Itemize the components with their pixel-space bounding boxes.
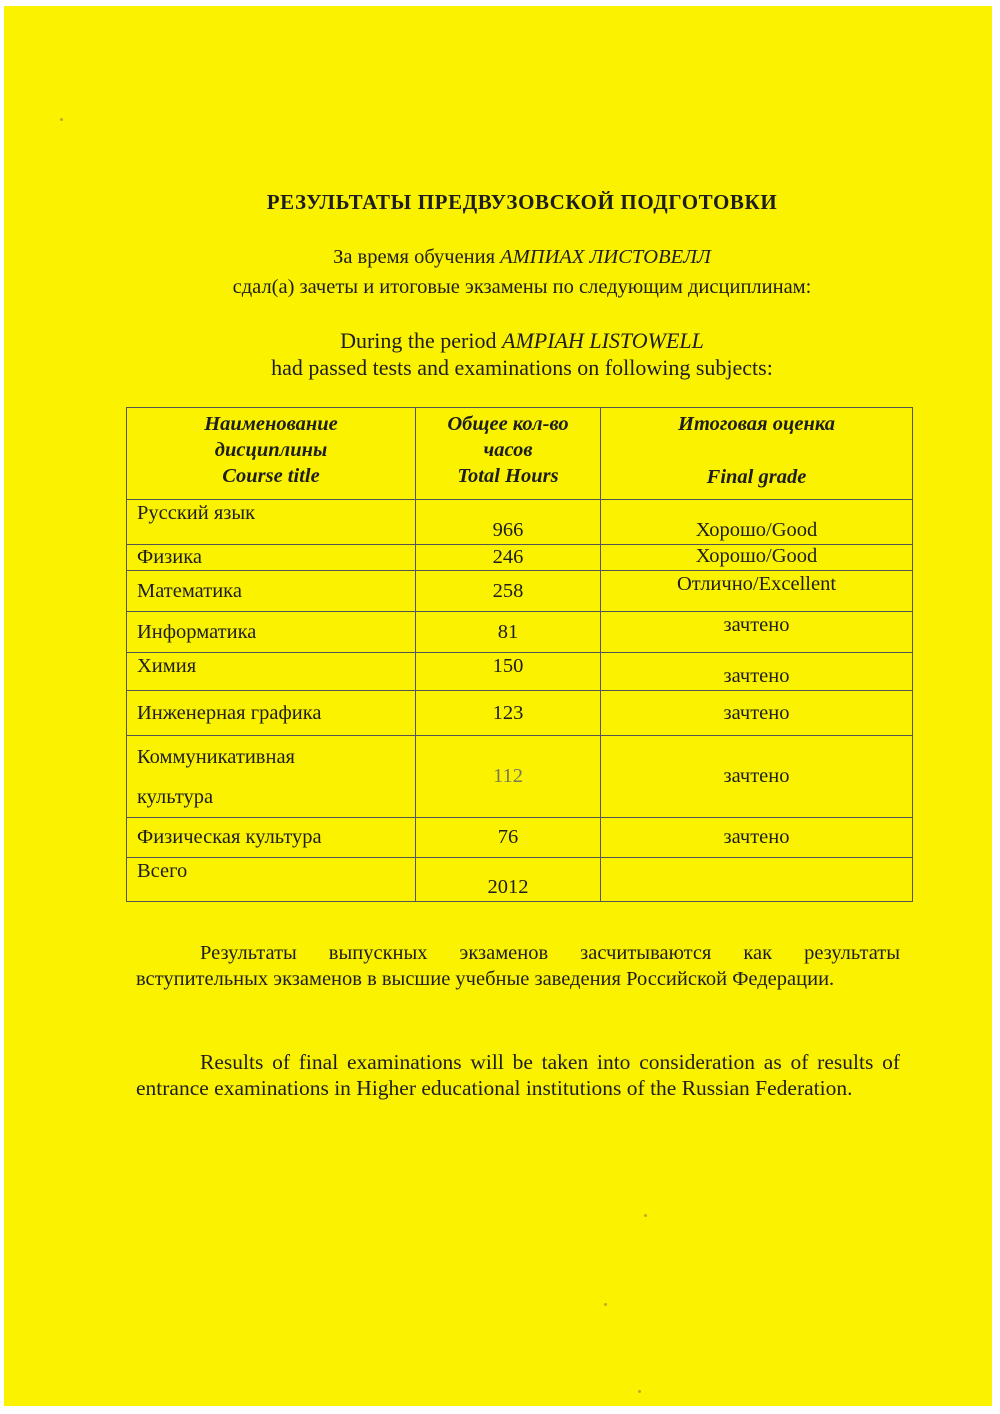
grade-cell: Хорошо/Good bbox=[601, 500, 913, 545]
en-intro-line-2: had passed tests and examinations on following subjects: bbox=[271, 355, 773, 380]
document-title: РЕЗУЛЬТАТЫ ПРЕДВУЗОВСКОЙ ПОДГОТОВКИ bbox=[266, 190, 778, 214]
table-row bbox=[127, 612, 913, 653]
grade-cell: зачтено bbox=[601, 612, 913, 653]
table-row bbox=[127, 500, 913, 545]
grade-cell: зачтено bbox=[601, 691, 913, 736]
hours-cell: 76 bbox=[416, 818, 601, 858]
hours-cell: 81 bbox=[416, 612, 601, 653]
total-hours-cell: 2012 bbox=[416, 858, 601, 902]
course-cell: Химия bbox=[127, 653, 416, 691]
final-grade-header bbox=[601, 408, 913, 500]
hours-cell: 966 bbox=[416, 500, 601, 545]
paper-speck bbox=[644, 1214, 647, 1217]
grade-cell: Хорошо/Good bbox=[601, 545, 913, 571]
table-row-total bbox=[127, 858, 913, 902]
grade-cell: зачтено bbox=[601, 653, 913, 691]
en-note-paragraph: Results of final examinations will be taken into consideration as of results of entrance examinations in Higher educational institutions of the Russian Federation. bbox=[136, 1050, 900, 1100]
total-label-cell: Всего bbox=[127, 858, 416, 902]
course-header-ru-2: дисциплины bbox=[214, 439, 328, 461]
ru-student-name: АМПИАХ ЛИСТОВЕЛЛ bbox=[500, 246, 711, 268]
course-cell: Русский язык bbox=[127, 500, 416, 545]
total-hours-header bbox=[416, 408, 601, 500]
table-row bbox=[127, 691, 913, 736]
course-header-ru-1: Наименование bbox=[204, 413, 338, 435]
course-cell bbox=[127, 736, 416, 818]
course-cell: Физика bbox=[127, 545, 416, 571]
course-cell-line-1: Коммуникативная bbox=[137, 745, 295, 768]
course-cell: Математика bbox=[127, 571, 416, 612]
table-header-row bbox=[127, 408, 913, 500]
course-cell: Инженерная графика bbox=[127, 691, 416, 736]
grade-cell: зачтено bbox=[601, 736, 913, 818]
hours-header-ru-1: Общее кол-во bbox=[447, 413, 569, 435]
en-intro-prefix: During the period bbox=[340, 328, 497, 353]
paper-speck bbox=[638, 1390, 641, 1393]
grade-cell: зачтено bbox=[601, 818, 913, 858]
table-row bbox=[127, 545, 913, 571]
table-row bbox=[127, 818, 913, 858]
ru-intro-line-2: сдал(а) зачеты и итоговые экзамены по следующим дисциплинам: bbox=[232, 276, 812, 298]
hours-cell: 123 bbox=[416, 691, 601, 736]
hours-cell: 150 bbox=[416, 653, 601, 691]
ru-intro-line-1 bbox=[4, 246, 1000, 269]
hours-cell: 246 bbox=[416, 545, 601, 571]
grade-cell: Отлично/Excellent bbox=[601, 571, 913, 612]
hours-header-ru-2: часов bbox=[483, 439, 533, 461]
table-row bbox=[127, 571, 913, 612]
en-intro-line-1 bbox=[4, 328, 1000, 354]
document-page bbox=[4, 6, 992, 1406]
hours-cell: 258 bbox=[416, 571, 601, 612]
course-cell: Физическая культура bbox=[127, 818, 416, 858]
course-cell-line-2: культура bbox=[137, 785, 214, 808]
total-grade-cell bbox=[601, 858, 913, 902]
paper-speck bbox=[604, 1303, 607, 1306]
table-row bbox=[127, 653, 913, 691]
grades-table bbox=[126, 407, 913, 902]
ru-intro-prefix: За время обучения bbox=[333, 246, 496, 268]
hours-cell: 112 bbox=[416, 736, 601, 818]
grade-header-ru: Итоговая оценка bbox=[678, 413, 835, 435]
grade-header-en: Final grade bbox=[706, 466, 807, 488]
table-row bbox=[127, 736, 913, 818]
course-cell: Информатика bbox=[127, 612, 416, 653]
en-student-name: AMPIAH LISTOWELL bbox=[502, 328, 704, 353]
course-title-header bbox=[127, 408, 416, 500]
hours-header-en: Total Hours bbox=[457, 465, 559, 487]
course-header-en: Course title bbox=[222, 465, 320, 487]
ru-note-paragraph: Результаты выпускных экзаменов засчитываются как результаты вступительных экзаменов в высшие учебные заведения Российской Федерации. bbox=[136, 942, 900, 990]
paper-speck bbox=[60, 118, 63, 121]
